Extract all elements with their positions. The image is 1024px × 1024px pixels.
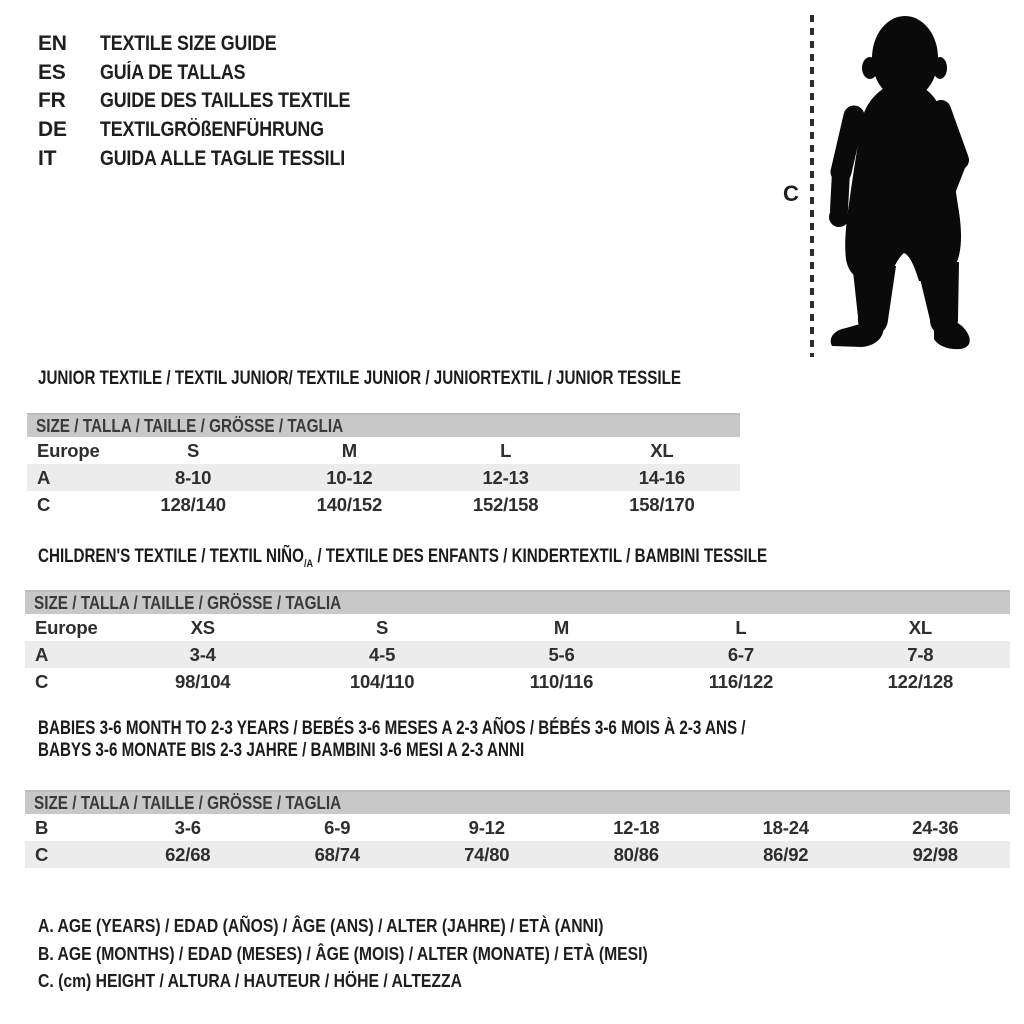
section-heading-line (38, 718, 1010, 740)
cell-value: 68/74 (314, 843, 360, 865)
cell-value: 14-16 (638, 466, 686, 488)
row-label: A (35, 643, 49, 665)
heading-part: JUNIOR TEXTILE / TEXTIL JUNIOR/ TEXTILE JUNIOR / JUNIORTEXTIL / JUNIOR TESSILE (38, 368, 681, 389)
language-title: TEXTILE SIZE GUIDE (100, 32, 277, 56)
language-code: DE (38, 118, 67, 142)
section-heading-line (38, 546, 1010, 568)
section-heading-line (38, 740, 1010, 762)
table-row-c (25, 841, 1010, 868)
cell-value: 86/92 (763, 843, 809, 865)
footnotes (38, 912, 1024, 995)
cell-value: 12-13 (482, 466, 529, 488)
footnote-line: C. (cm) HEIGHT / ALTURA / HAUTEUR / HÖHE / ALTEZZA (38, 970, 462, 991)
cell-value: 4-5 (369, 643, 396, 665)
section-babies (25, 718, 1010, 868)
table-row-b (25, 814, 1010, 841)
cell-value: S (187, 439, 200, 461)
size-table-header (25, 790, 1010, 814)
heading-part: / TEXTILE DES ENFANTS / KINDERTEXTIL / BAMBINI TESSILE (313, 546, 768, 567)
row-label: A (37, 466, 51, 488)
cell-value: 6-7 (727, 643, 754, 665)
cell-value: 8-10 (175, 466, 212, 488)
row-label: Europe (37, 439, 100, 461)
cell-value: 5-6 (548, 643, 575, 665)
section-heading-text (38, 368, 681, 390)
cell-value: 3-6 (174, 816, 201, 838)
cell-value: 122/128 (887, 670, 954, 692)
cell-value: 116/122 (708, 670, 774, 692)
cell-value: 3-4 (189, 643, 216, 665)
size-table-header (27, 413, 740, 437)
cell-value: 92/98 (912, 843, 958, 865)
language-title: GUÍA DE TALLAS (100, 60, 246, 84)
footnote-line: B. AGE (MONTHS) / EDAD (MESES) / ÂGE (MOIS) / ALTER (MONATE) / ETÀ (MESI) (38, 942, 648, 964)
cell-value: 98/104 (175, 670, 231, 692)
cell-value: XL (650, 439, 674, 461)
language-code: ES (38, 60, 66, 84)
language-list (38, 30, 394, 173)
cell-value: 80/86 (613, 843, 659, 865)
section-heading-text (38, 740, 524, 762)
section-heading (38, 368, 1010, 390)
table-row-europe (27, 437, 740, 464)
cell-value: S (376, 616, 389, 638)
cell-value: 74/80 (464, 843, 510, 865)
table-row-europe (25, 614, 1010, 641)
cell-value: 12-18 (613, 816, 660, 838)
table-row-c (25, 668, 1010, 695)
section-heading (38, 718, 1010, 762)
language-title: GUIDE DES TAILLES TEXTILE (100, 89, 351, 113)
language-title: TEXTILGRÖßENFÜHRUNG (100, 118, 324, 142)
row-label: C (37, 493, 51, 515)
language-code: FR (38, 89, 66, 113)
section-heading-text (38, 546, 767, 575)
height-measure-label: C (783, 181, 799, 206)
language-row (38, 144, 394, 173)
size-table-junior (27, 413, 740, 518)
table-row-c (27, 491, 740, 518)
heading-part: BABIES 3-6 MONTH TO 2-3 YEARS / BEBÉS 3-6 MESES A 2-3 AÑOS / BÉBÉS 3-6 MOIS À 2-3 ANS / (38, 718, 746, 739)
cell-value: 62/68 (165, 843, 211, 865)
cell-value: 6-9 (324, 816, 351, 838)
cell-value: L (500, 439, 512, 461)
row-label: C (35, 670, 49, 692)
section-junior (25, 368, 1010, 518)
cell-value: 10-12 (326, 466, 373, 488)
cell-value: 140/152 (316, 493, 383, 515)
language-code: IT (38, 146, 57, 170)
language-row (38, 87, 394, 116)
size-table-babies (25, 790, 1010, 868)
row-label: Europe (35, 616, 98, 638)
table-row-a (25, 641, 1010, 668)
cell-value: 152/158 (472, 493, 539, 515)
size-table-header-text: SIZE / TALLA / TAILLE / GRÖSSE / TAGLIA (36, 415, 344, 436)
heading-part: BABYS 3-6 MONATE BIS 2-3 JAHRE / BAMBINI 3-6 MESI A 2-3 ANNI (38, 740, 525, 761)
section-children (25, 546, 1010, 695)
height-dotted-line (810, 15, 814, 357)
cell-value: M (341, 439, 357, 461)
heading-part: CHILDREN'S TEXTILE / TEXTIL NIÑO (38, 546, 304, 567)
heading-subscript: /A (303, 557, 314, 570)
toddler-silhouette-icon (822, 14, 974, 356)
section-heading (38, 546, 1010, 568)
row-label: B (35, 816, 49, 838)
cell-value: 18-24 (762, 816, 809, 838)
cell-value: L (735, 616, 747, 638)
language-row (38, 59, 394, 88)
cell-value: 110/116 (529, 670, 594, 692)
cell-value: 158/170 (629, 493, 695, 515)
cell-value: 128/140 (160, 493, 226, 515)
cell-value: M (553, 616, 570, 638)
footnote-line: A. AGE (YEARS) / EDAD (AÑOS) / ÂGE (ANS) / ALTER (JAHRE) / ETÀ (ANNI) (38, 915, 604, 936)
section-heading-text (38, 718, 746, 740)
row-label: C (35, 843, 49, 865)
cell-value: 24-36 (912, 816, 959, 838)
table-row-a (27, 464, 740, 491)
size-table-children (25, 590, 1010, 695)
size-table-header-text: SIZE / TALLA / TAILLE / GRÖSSE / TAGLIA (34, 592, 342, 613)
size-table-header (25, 590, 1010, 614)
cell-value: 7-8 (907, 643, 934, 665)
size-table-header-text: SIZE / TALLA / TAILLE / GRÖSSE / TAGLIA (34, 792, 342, 813)
cell-value: 9-12 (468, 816, 505, 838)
cell-value: 104/110 (349, 670, 415, 692)
language-row (38, 116, 394, 145)
cell-value: XS (190, 616, 215, 638)
language-row (38, 30, 394, 59)
language-title: GUIDA ALLE TAGLIE TESSILI (100, 146, 345, 170)
language-code: EN (38, 32, 67, 56)
cell-value: XL (908, 616, 932, 638)
section-heading-line (38, 368, 1010, 390)
